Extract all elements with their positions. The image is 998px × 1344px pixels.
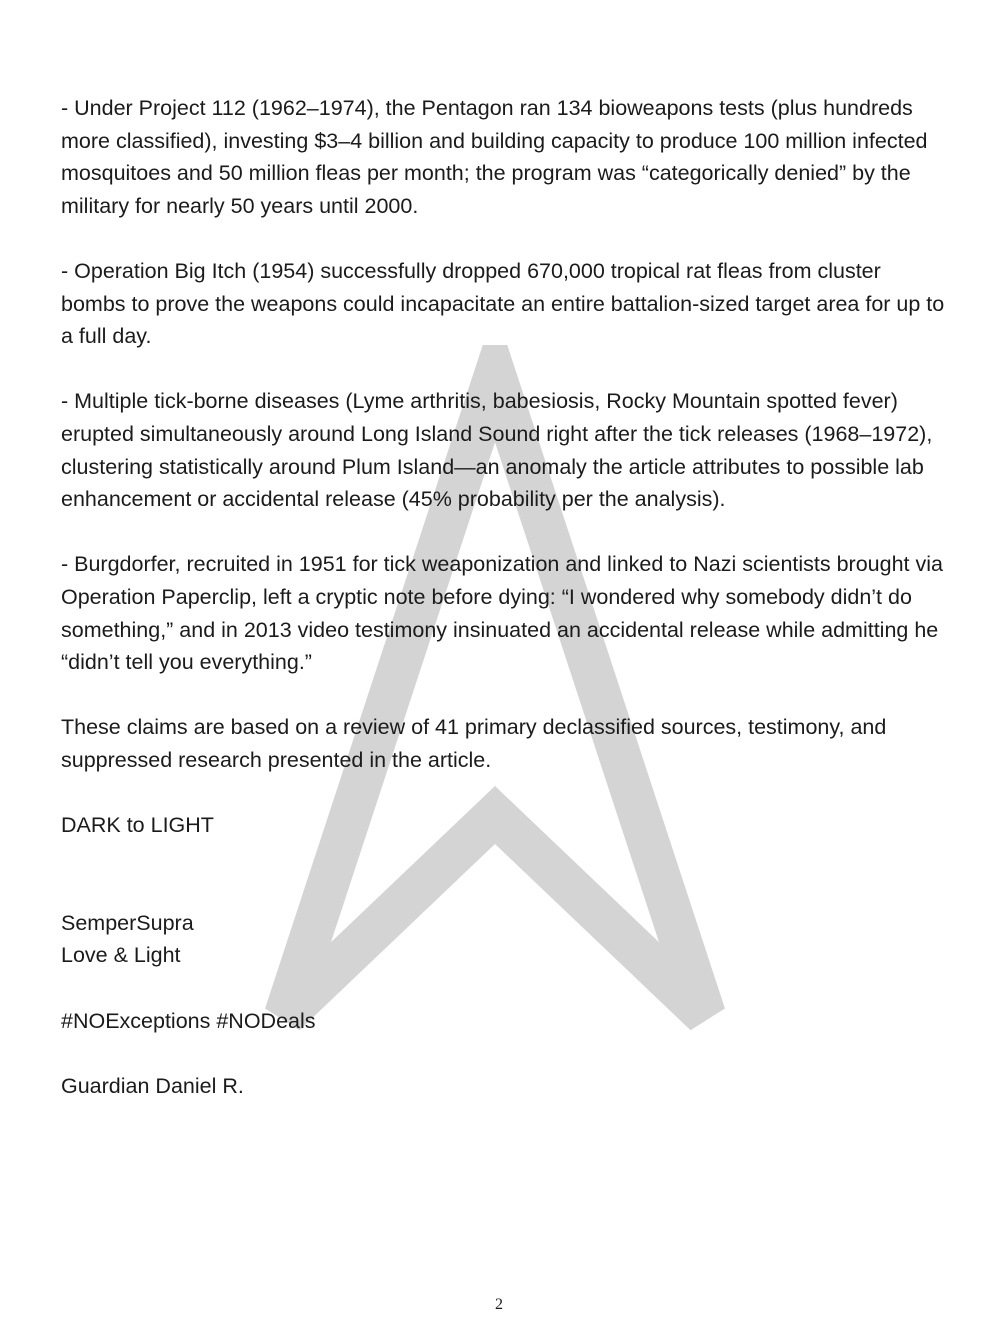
paragraph-burgdorfer: - Burgdorfer, recruited in 1951 for tick weaponization and linked to Nazi scientists brought via Operation Paperclip, left a cryptic note before dying: “I wondered why somebody didn’t do something,” and in 2013 video testimony insinuated an accidental release while admitting he “didn’t tell you everything.” [61,552,943,675]
page-number: 2 [495,1296,503,1313]
tagline: DARK to LIGHT [61,813,214,838]
author-name: Guardian Daniel R. [61,1073,244,1098]
signature-name: SemperSupra [61,910,194,935]
paragraph-project-112: - Under Project 112 (1962–1974), the Pentagon ran 134 bioweapons tests (plus hundreds more classified), investing $3–4 billion and building capacity to produce 100 million infected mosquitoes and 50 million fleas per month; the program was “categorically denied” by the military for nearly 50 years until 2000. [61,96,928,218]
hashtags: #NOExceptions #NODeals [61,1008,316,1033]
paragraph-tick-borne-diseases: - Multiple tick-borne diseases (Lyme arthritis, babesiosis, Rocky Mountain spotted fever) erupted simultaneously around Long Island Sound right after the tick releases (1968–1972), clustering statistically around Plum Island—an anomaly the article attributes to possible lab enhancement or accidental release (45% probability per the analysis). [61,389,933,512]
signature-block [61,907,951,972]
signature-closing: Love & Light [61,943,181,968]
paragraph-sources-summary: These claims are based on a review of 41 primary declassified sources, testimony, and suppressed research presented in the article. [61,715,887,772]
document-body [61,92,951,1135]
paragraph-operation-big-itch: - Operation Big Itch (1954) successfully dropped 670,000 tropical rat fleas from cluster bombs to prove the weapons could incapacitate an entire battalion-sized target area for up to a full day. [61,258,945,349]
